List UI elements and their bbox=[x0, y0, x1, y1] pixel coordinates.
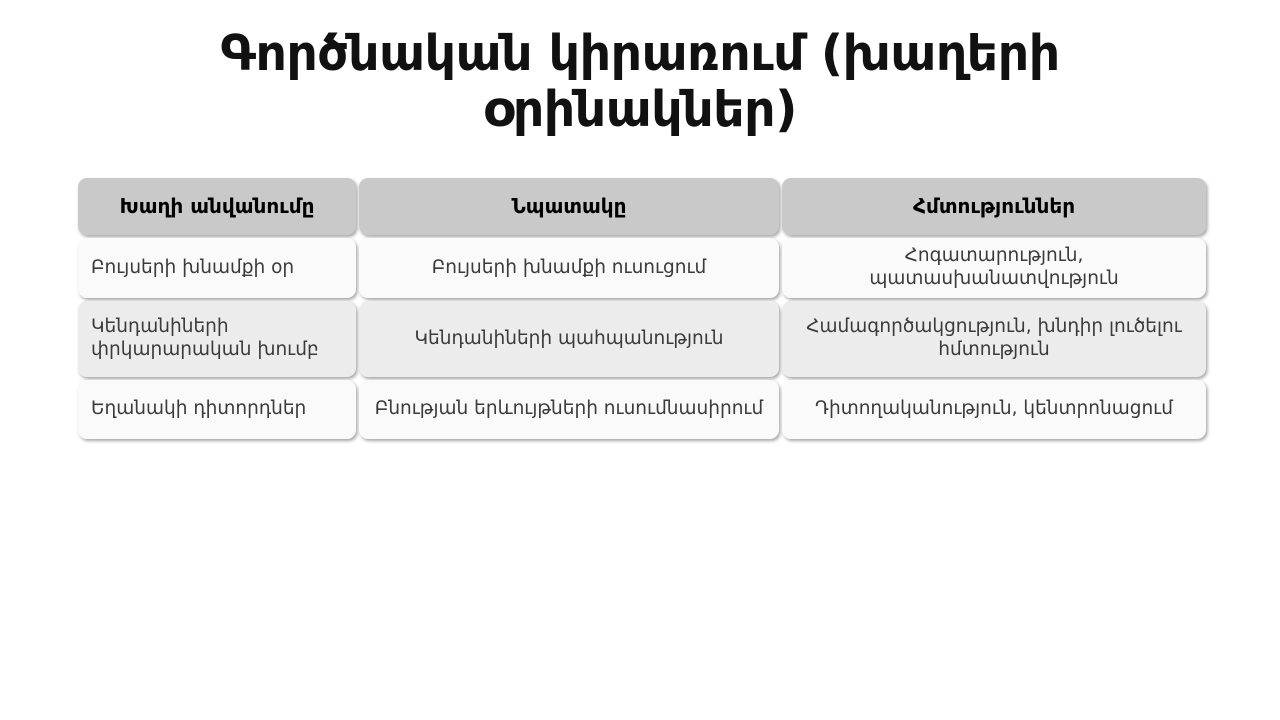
table-cell-row1-game-name: Բույսերի խնամքի օր bbox=[78, 238, 356, 298]
table-cell-row1-skills: Հոգատարություն, պատասխանատվություն bbox=[782, 238, 1206, 298]
column-header-skills: Հմտություններ bbox=[782, 178, 1206, 235]
table-cell-row1-goal: Բույսերի խնամքի ուսուցում bbox=[359, 238, 779, 298]
table-cell-row3-goal: Բնության երևույթների ուսումնասիրում bbox=[359, 380, 779, 439]
column-header-goal: Նպատակը bbox=[359, 178, 779, 235]
slide-title: Գործնական կիրառում (խաղերի օրինակներ) bbox=[220, 25, 1060, 139]
table-cell-row3-game-name: Եղանակի դիտորդներ bbox=[78, 380, 356, 439]
table-cell-row3-skills: Դիտողականություն, կենտրոնացում bbox=[782, 380, 1206, 439]
table-cell-row2-goal: Կենդանիների պահպանություն bbox=[359, 301, 779, 377]
games-table bbox=[78, 178, 1206, 439]
table-cell-row2-skills: Համագործակցություն, խնդիր լուծելու հմտություն bbox=[782, 301, 1206, 377]
table-cell-row2-game-name: Կենդանիների փրկարարական խումբ bbox=[78, 301, 356, 377]
column-header-game-name: Խաղի անվանումը bbox=[78, 178, 356, 235]
